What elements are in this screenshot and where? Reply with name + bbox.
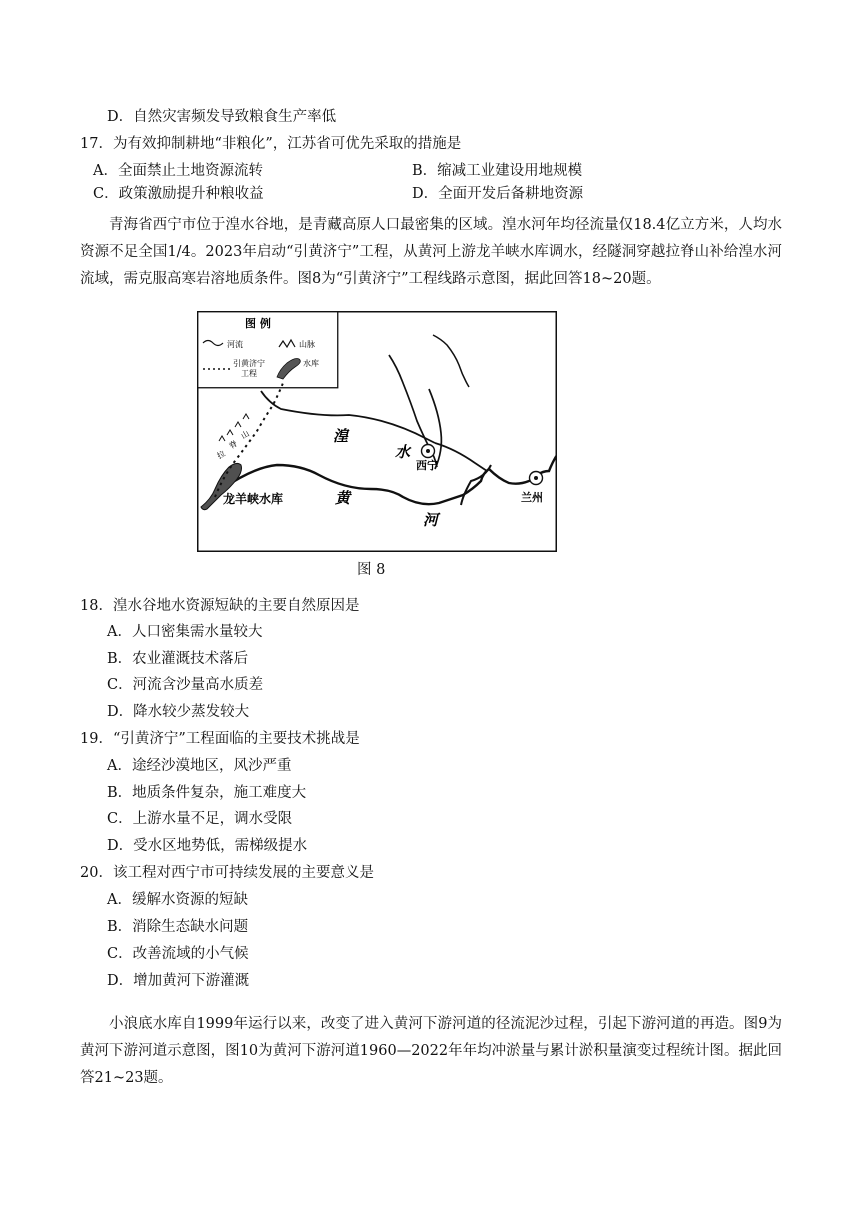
q20-option-a: A．缓解水资源的短缺 xyxy=(107,892,248,908)
lanzhou-marker-dot xyxy=(534,476,538,480)
q19-option-c: C．上游水量不足，调水受限 xyxy=(107,811,293,827)
q19-option-a: A．途经沙漠地区，风沙严重 xyxy=(107,758,292,774)
figure-8-caption: 图 8 xyxy=(357,562,386,578)
q18-option-a: A．人口密集需水量较大 xyxy=(107,624,263,640)
q17-option-d: D．全面开发后备耕地资源 xyxy=(412,186,584,202)
legend-mountain-label: 山脉 xyxy=(299,340,315,349)
q20-stem: 20．该工程对西宁市可持续发展的主要意义是 xyxy=(80,865,374,881)
legend-project-label-2: 工程 xyxy=(241,369,257,378)
label-yellow-1: 黄 xyxy=(335,489,351,507)
q18-option-d: D．降水较少蒸发较大 xyxy=(107,704,250,720)
q19-option-d: D．受水区地势低，需梯级提水 xyxy=(107,838,308,854)
q18-option-b: B．农业灌溉技术落后 xyxy=(107,651,249,667)
q17-stem: 17．为有效抑制耕地“非粮化”，江苏省可优先采取的措施是 xyxy=(80,136,462,152)
label-laji-3: 山 xyxy=(239,428,251,441)
passage-xining: 青海省西宁市位于湟水谷地，是青藏高原人口最密集的区域。湟水河年均径流量仅18.4亿立方米，人均水资源不足全国1/4。2023年启动“引黄济宁”工程，从黄河上游龙羊峡水库调水，经隧洞穿越拉脊山补给湟水河流域，需克服高寒岩溶地质条件。图8为“引黄济宁”工程线路示意图，据此回答18~20题。 xyxy=(80,217,782,287)
q20-option-b: B．消除生态缺水问题 xyxy=(107,919,249,935)
q18-stem: 18．湟水谷地水资源短缺的主要自然原因是 xyxy=(80,598,360,614)
label-longyangxia: 龙羊峡水库 xyxy=(223,492,284,506)
q16-option-d: D．自然灾害频发导致粮食生产率低 xyxy=(107,109,337,125)
figure-8-map xyxy=(197,311,557,552)
q20-option-c: C．改善流域的小气候 xyxy=(107,946,249,962)
xining-marker-dot xyxy=(426,449,430,453)
label-lanzhou: 兰州 xyxy=(521,491,543,504)
label-xining: 西宁 xyxy=(416,459,438,472)
q17-option-b: B．缩减工业建设用地规模 xyxy=(412,163,583,179)
q17-option-c: C．政策激励提升种粮收益 xyxy=(93,186,264,202)
q20-option-d: D．增加黄河下游灌溉 xyxy=(107,973,250,989)
q17-option-a: A．全面禁止土地资源流转 xyxy=(93,163,263,179)
q19-stem: 19．“引黄济宁”工程面临的主要技术挑战是 xyxy=(80,731,360,747)
legend-reservoir-label: 水库 xyxy=(303,359,319,368)
legend-project-label-1: 引黄济宁 xyxy=(233,359,265,368)
q19-option-b: B．地质条件复杂，施工难度大 xyxy=(107,785,307,801)
label-huang-1: 湟 xyxy=(333,427,349,445)
q18-option-c: C．河流含沙量高水质差 xyxy=(107,677,264,693)
label-laji-1: 拉 xyxy=(215,448,227,461)
passage-xiaolangdi: 小浪底水库自1999年运行以来，改变了进入黄河下游河道的径流泥沙过程，引起下游河道的再造。图9为黄河下游河道示意图，图10为黄河下游河道1960—2022年年均冲淤量与累计淤积量演变过程统计图。据此回答21~23题。 xyxy=(80,1016,782,1086)
label-yellow-2: 河 xyxy=(423,511,439,529)
label-huang-2: 水 xyxy=(395,443,411,461)
legend-river-label: 河流 xyxy=(227,340,243,349)
legend-title: 图 例 xyxy=(245,317,271,330)
label-laji-2: 脊 xyxy=(227,438,239,451)
